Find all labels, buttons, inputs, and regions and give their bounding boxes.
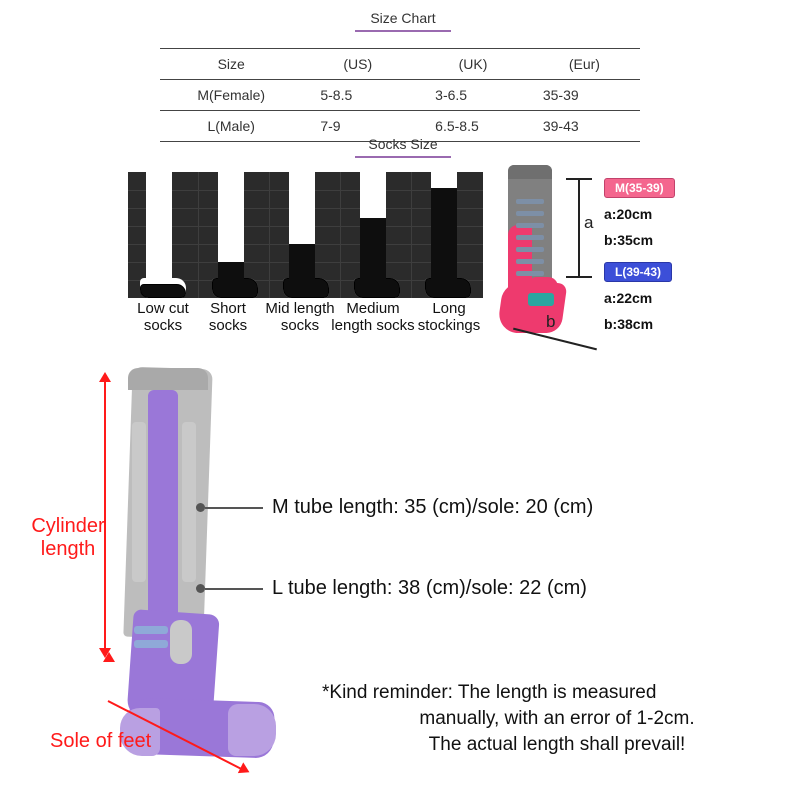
pink-sock-stripe xyxy=(516,247,544,252)
header-uk: (UK) xyxy=(417,49,533,80)
header-size: Size xyxy=(160,49,302,80)
grid-line xyxy=(269,172,270,298)
cell-uk: 3-6.5 xyxy=(417,80,533,111)
caption-mid: Mid length socks xyxy=(265,300,335,334)
sock-mid xyxy=(283,278,329,298)
purple-sock-blue-stripe xyxy=(134,640,168,648)
purple-sock-grey-patch xyxy=(170,620,192,664)
size-chart-title: Size Chart xyxy=(355,10,451,32)
leg-medium xyxy=(354,172,400,298)
badge-m-line-a: a:20cm xyxy=(604,206,653,222)
pink-sock-stripe xyxy=(516,223,544,228)
table-row xyxy=(160,80,640,111)
header-us: (US) xyxy=(302,49,417,80)
caption-medium: Medium length socks xyxy=(331,300,415,334)
measure-a-label: a xyxy=(584,213,594,232)
sock-long-leg xyxy=(431,188,457,280)
leg-shin xyxy=(146,172,172,282)
leg-mid xyxy=(283,172,329,298)
sock-short xyxy=(212,278,258,298)
kind-reminder-note xyxy=(322,680,792,758)
cell-size: M(Female) xyxy=(160,80,302,111)
measure-a-top-tick xyxy=(566,178,592,180)
grid-line xyxy=(340,172,341,298)
sock-mid-leg xyxy=(289,244,315,280)
callout-m-text: M tube length: 35 (cm)/sole: 20 (cm) xyxy=(272,496,594,518)
sock-medium-leg xyxy=(360,218,386,280)
purple-sock-center-stripe xyxy=(148,390,178,640)
purple-sock-toe xyxy=(228,704,276,756)
sock-low-cut xyxy=(140,284,186,298)
cell-eur: 35-39 xyxy=(533,80,640,111)
pink-sock-teal-patch xyxy=(528,293,554,306)
reminder-line-3: The actual length shall prevail! xyxy=(428,734,686,755)
sock-length-diagram xyxy=(128,172,483,298)
sock-type-captions xyxy=(128,300,488,362)
pink-sock-stripe xyxy=(516,211,544,216)
cell-eur: 39-43 xyxy=(533,111,640,142)
measure-a-line xyxy=(578,178,580,278)
measure-a-bottom-tick xyxy=(566,276,592,278)
caption-long: Long stockings xyxy=(417,300,481,334)
purple-sock-illustration xyxy=(110,362,310,772)
cell-us: 7-9 xyxy=(302,111,417,142)
grid-line xyxy=(411,172,412,298)
socks-size-title: Socks Size xyxy=(355,136,451,158)
table-header-row xyxy=(160,49,640,80)
pink-sock-illustration xyxy=(500,165,570,355)
pink-sock-stripe xyxy=(516,235,544,240)
sock-long xyxy=(425,278,471,298)
callout-m-dot xyxy=(196,503,205,512)
sock-medium xyxy=(354,278,400,298)
purple-sock-grey-panel xyxy=(182,422,196,582)
leg-low-cut xyxy=(140,172,186,298)
purple-sock-blue-stripe xyxy=(134,626,168,634)
badge-m-size: M(35-39) xyxy=(604,178,675,198)
badge-l-line-a: a:22cm xyxy=(604,290,653,306)
badge-l-size: L(39-43) xyxy=(604,262,672,282)
sock-short-leg xyxy=(218,262,244,280)
size-chart-table xyxy=(160,48,640,142)
reminder-line-2: manually, with an error of 1-2cm. xyxy=(419,708,695,729)
callout-l-dot xyxy=(196,584,205,593)
badge-m-line-b: b:35cm xyxy=(604,232,654,248)
pink-sock-stripe xyxy=(516,199,544,204)
leg-long xyxy=(425,172,471,298)
pink-sock-stripe xyxy=(516,271,544,276)
reminder-line-1: *Kind reminder: The length is measured xyxy=(322,682,657,703)
cell-size: L(Male) xyxy=(160,111,302,142)
pink-sock-cuff xyxy=(508,165,552,179)
grid-line xyxy=(198,172,199,298)
callout-l-text: L tube length: 38 (cm)/sole: 22 (cm) xyxy=(272,577,587,599)
badge-l-line-b: b:38cm xyxy=(604,316,654,332)
pink-sock-stripe xyxy=(516,259,544,264)
header-eur: (Eur) xyxy=(533,49,640,80)
measure-b-label: b xyxy=(546,312,556,331)
sole-of-feet-label: Sole of feet xyxy=(50,730,152,752)
callout-l-line xyxy=(205,588,263,590)
cylinder-length-label: Cylinder length xyxy=(31,515,105,560)
cell-us: 5-8.5 xyxy=(302,80,417,111)
caption-short: Short socks xyxy=(208,300,248,334)
sole-arrow-start-head xyxy=(103,652,115,662)
callout-m-line xyxy=(205,507,263,509)
purple-sock-grey-panel xyxy=(132,422,146,582)
caption-low-cut: Low cut socks xyxy=(137,300,189,334)
purple-sock-cuff xyxy=(128,368,208,390)
cell-uk: 6.5-8.5 xyxy=(417,111,533,142)
leg-short xyxy=(212,172,258,298)
